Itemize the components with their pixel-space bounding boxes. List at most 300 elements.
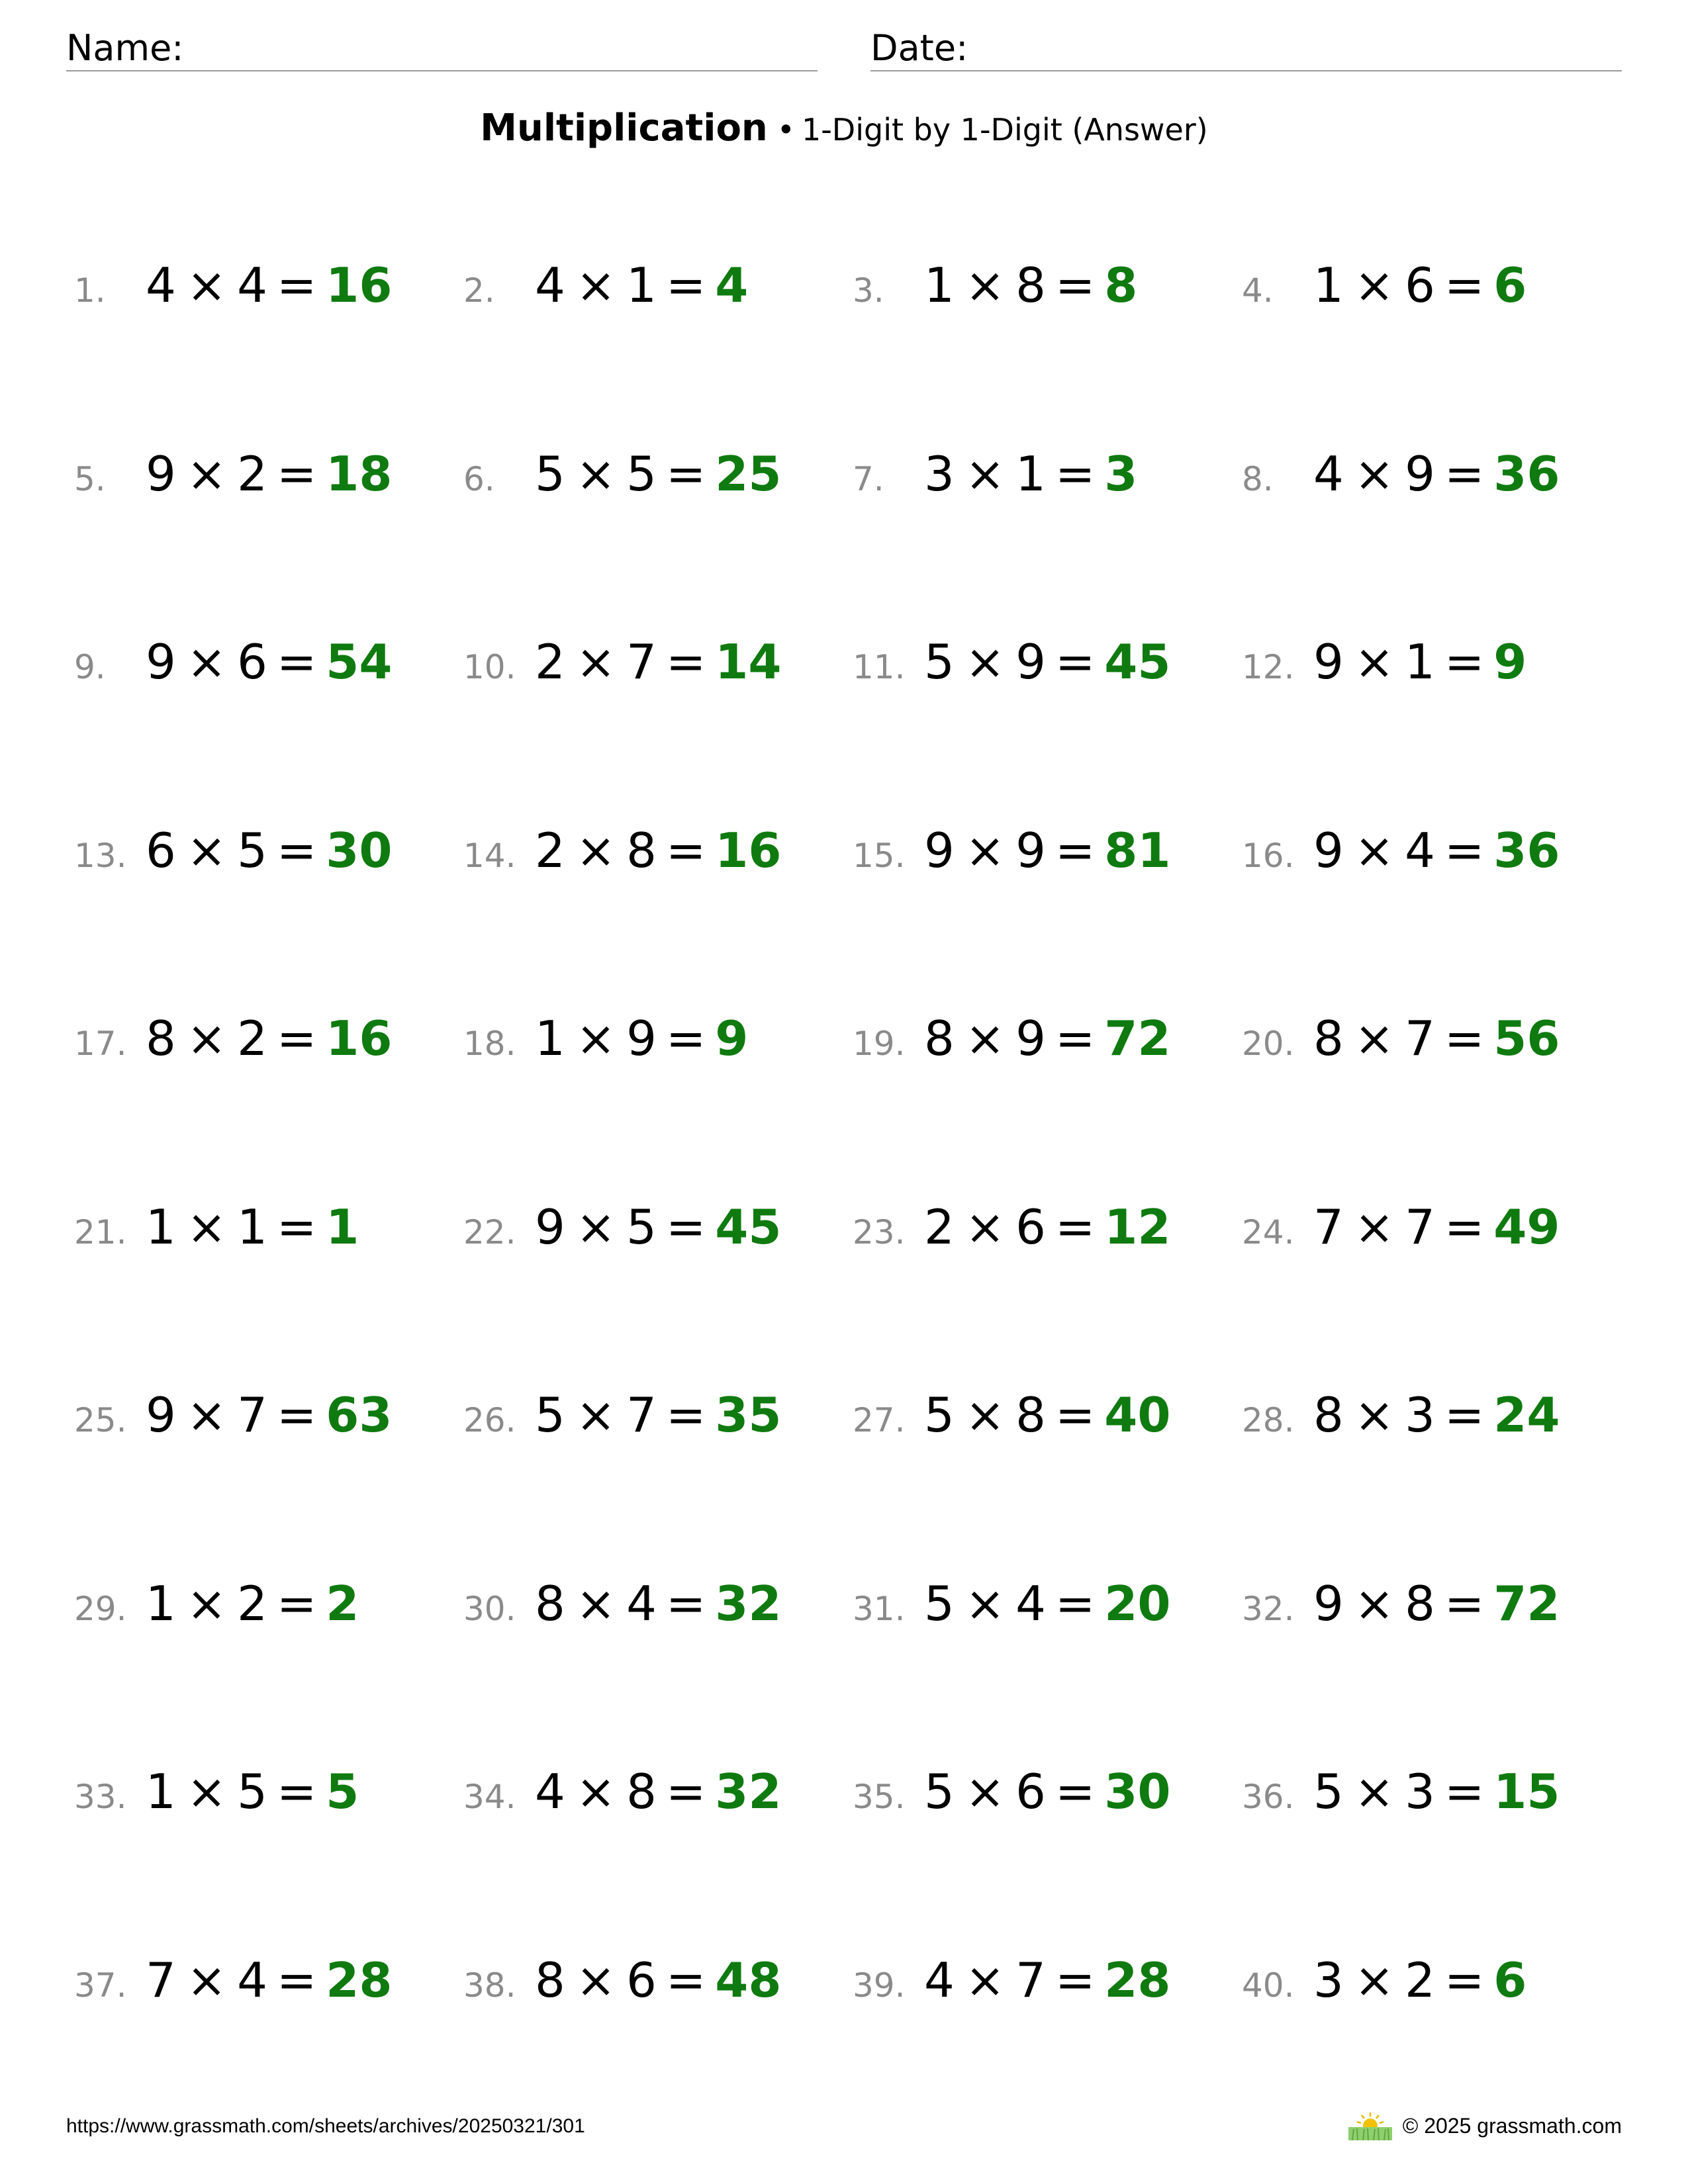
multiply-sign: × <box>964 445 1006 502</box>
problem-number: 28. <box>1242 1401 1295 1439</box>
multiply-sign: × <box>186 822 227 878</box>
multiply-sign: × <box>964 1575 1006 1631</box>
equals-sign: = <box>665 1387 706 1443</box>
factor-b: 4 <box>626 1575 657 1631</box>
problem-expression <box>924 1952 1171 2008</box>
multiply-sign: × <box>186 1952 227 2008</box>
date-label: Date: <box>870 27 968 69</box>
answer: 28 <box>326 1952 393 2008</box>
multiply-sign: × <box>575 257 616 313</box>
multiply-sign: × <box>575 1387 616 1443</box>
factor-a: 9 <box>1313 634 1344 690</box>
problem-number: 21. <box>74 1212 127 1251</box>
problem-item <box>1242 1738 1631 1927</box>
answer: 30 <box>1104 1764 1171 1819</box>
equals-sign: = <box>665 1011 706 1066</box>
answer: 45 <box>1104 634 1171 690</box>
problem-number: 10. <box>463 648 516 686</box>
problem-number: 33. <box>74 1778 127 1816</box>
problem-item <box>853 608 1242 797</box>
equals-sign: = <box>276 1575 317 1631</box>
problem-expression <box>1313 1575 1560 1631</box>
equals-sign: = <box>1444 1764 1485 1819</box>
equals-sign: = <box>665 822 706 878</box>
factor-a: 4 <box>146 257 176 313</box>
factor-a: 5 <box>535 445 565 502</box>
factor-b: 5 <box>237 1764 267 1819</box>
problem-expression <box>924 445 1138 502</box>
problem-number: 6. <box>463 459 495 498</box>
factor-b: 5 <box>237 822 267 878</box>
equals-sign: = <box>276 1764 317 1819</box>
factor-b: 6 <box>1015 1199 1046 1255</box>
factor-a: 8 <box>1313 1387 1344 1443</box>
answer: 28 <box>1104 1952 1171 2008</box>
problem-item <box>853 420 1242 609</box>
factor-b: 7 <box>626 1387 657 1443</box>
problem-number: 5. <box>74 459 106 498</box>
answer: 2 <box>326 1575 359 1631</box>
multiply-sign: × <box>575 1011 616 1066</box>
problem-item <box>74 608 463 797</box>
factor-b: 9 <box>1015 634 1046 690</box>
problem-number: 29. <box>74 1589 127 1628</box>
factor-a: 8 <box>1313 1011 1344 1066</box>
answer: 40 <box>1104 1387 1171 1443</box>
factor-b: 2 <box>237 1011 267 1066</box>
problem-expression <box>535 822 782 878</box>
equals-sign: = <box>1055 257 1096 313</box>
problem-expression <box>535 1952 782 2008</box>
equals-sign: = <box>1444 634 1485 690</box>
problem-expression <box>1313 445 1560 502</box>
answer: 81 <box>1104 822 1171 878</box>
problem-number: 19. <box>853 1024 906 1063</box>
factor-a: 9 <box>1313 1575 1344 1631</box>
factor-a: 9 <box>146 634 176 690</box>
factor-a: 1 <box>146 1764 176 1819</box>
problem-item <box>74 1550 463 1739</box>
factor-a: 8 <box>924 1011 955 1066</box>
factor-a: 8 <box>535 1575 565 1631</box>
problem-number: 39. <box>853 1966 906 2005</box>
multiply-sign: × <box>575 1199 616 1255</box>
factor-b: 8 <box>626 822 657 878</box>
problem-number: 13. <box>74 836 127 875</box>
answer: 63 <box>326 1387 393 1443</box>
problem-item <box>1242 1173 1631 1362</box>
problem-number: 20. <box>1242 1024 1295 1063</box>
problem-item <box>853 232 1242 420</box>
multiply-sign: × <box>1354 257 1395 313</box>
answer: 18 <box>326 445 393 502</box>
multiply-sign: × <box>1354 1387 1395 1443</box>
problem-item <box>463 420 853 609</box>
problem-expression <box>535 1387 782 1443</box>
equals-sign: = <box>276 1199 317 1255</box>
multiply-sign: × <box>575 445 616 502</box>
multiply-sign: × <box>964 1199 1006 1255</box>
factor-b: 8 <box>1015 1387 1046 1443</box>
problem-item <box>1242 985 1631 1173</box>
problem-item <box>853 1361 1242 1550</box>
multiply-sign: × <box>1354 634 1395 690</box>
answer: 35 <box>715 1387 782 1443</box>
answer: 3 <box>1104 445 1138 502</box>
problem-number: 36. <box>1242 1778 1295 1816</box>
problem-item <box>1242 420 1631 609</box>
equals-sign: = <box>665 634 706 690</box>
problem-number: 35. <box>853 1778 906 1816</box>
factor-a: 9 <box>924 822 955 878</box>
problem-expression <box>535 1011 749 1066</box>
answer: 12 <box>1104 1199 1171 1255</box>
multiply-sign: × <box>575 822 616 878</box>
answer: 36 <box>1493 445 1560 502</box>
factor-b: 6 <box>626 1952 657 2008</box>
problem-number: 1. <box>74 271 106 310</box>
problem-item <box>853 1927 1242 2115</box>
problem-number: 2. <box>463 271 495 310</box>
problem-number: 15. <box>853 836 906 875</box>
multiply-sign: × <box>575 1952 616 2008</box>
problem-item <box>1242 232 1631 420</box>
factor-a: 8 <box>535 1952 565 2008</box>
multiply-sign: × <box>575 634 616 690</box>
equals-sign: = <box>665 257 706 313</box>
factor-a: 9 <box>1313 822 1344 878</box>
answer: 1 <box>326 1199 359 1255</box>
problem-item <box>1242 608 1631 797</box>
factor-b: 4 <box>237 1952 267 2008</box>
answer: 49 <box>1493 1199 1560 1255</box>
problem-expression <box>1313 634 1527 690</box>
equals-sign: = <box>1055 1387 1096 1443</box>
factor-a: 2 <box>535 822 565 878</box>
equals-sign: = <box>1055 1952 1096 2008</box>
problem-item <box>463 1550 853 1739</box>
problem-expression <box>924 1387 1171 1443</box>
problem-number: 38. <box>463 1966 516 2005</box>
answer: 48 <box>715 1952 782 2008</box>
factor-a: 5 <box>924 1387 955 1443</box>
equals-sign: = <box>1444 1575 1485 1631</box>
answer: 36 <box>1493 822 1560 878</box>
answer: 9 <box>715 1011 749 1066</box>
factor-a: 2 <box>924 1199 955 1255</box>
answer: 56 <box>1493 1011 1560 1066</box>
problem-expression <box>535 1764 782 1819</box>
multiply-sign: × <box>1354 822 1395 878</box>
problem-number: 9. <box>74 648 106 686</box>
problem-item <box>463 985 853 1173</box>
problem-item <box>1242 797 1631 985</box>
equals-sign: = <box>1055 1199 1096 1255</box>
factor-b: 6 <box>237 634 267 690</box>
problem-item <box>463 1361 853 1550</box>
equals-sign: = <box>1444 1952 1485 2008</box>
answer: 16 <box>326 1011 393 1066</box>
multiply-sign: × <box>1354 1011 1395 1066</box>
multiply-sign: × <box>1354 1764 1395 1819</box>
factor-b: 1 <box>1015 445 1046 502</box>
name-label: Name: <box>66 27 184 69</box>
worksheet-header <box>66 20 1622 70</box>
problem-expression <box>1313 1764 1560 1819</box>
problem-expression <box>146 1199 359 1255</box>
equals-sign: = <box>665 1952 706 2008</box>
equals-sign: = <box>1055 822 1096 878</box>
problem-expression <box>1313 257 1527 313</box>
problem-item <box>853 1550 1242 1739</box>
worksheet-title <box>0 106 1688 150</box>
equals-sign: = <box>276 1011 317 1066</box>
name-field[interactable] <box>66 20 818 71</box>
problem-item <box>74 1738 463 1927</box>
answer: 54 <box>326 634 393 690</box>
problem-expression <box>924 634 1171 690</box>
multiply-sign: × <box>1354 1199 1395 1255</box>
factor-b: 9 <box>1015 822 1046 878</box>
problem-number: 11. <box>853 648 906 686</box>
problem-expression <box>146 822 393 878</box>
problem-number: 27. <box>853 1401 906 1439</box>
answer: 72 <box>1104 1011 1171 1066</box>
problem-number: 31. <box>853 1589 906 1628</box>
date-field[interactable] <box>870 20 1622 71</box>
factor-b: 9 <box>626 1011 657 1066</box>
problem-expression <box>924 1764 1171 1819</box>
problem-item <box>74 232 463 420</box>
problem-item <box>463 608 853 797</box>
factor-a: 4 <box>1313 445 1344 502</box>
equals-sign: = <box>276 1952 317 2008</box>
problem-expression <box>924 257 1138 313</box>
problem-item <box>853 985 1242 1173</box>
problem-number: 32. <box>1242 1589 1295 1628</box>
factor-b: 6 <box>1405 257 1435 313</box>
problem-item <box>74 1173 463 1362</box>
equals-sign: = <box>1444 1387 1485 1443</box>
factor-b: 8 <box>1015 257 1046 313</box>
equals-sign: = <box>1444 1199 1485 1255</box>
problem-number: 23. <box>853 1212 906 1251</box>
multiply-sign: × <box>1354 445 1395 502</box>
problem-number: 26. <box>463 1401 516 1439</box>
problem-item <box>853 1173 1242 1362</box>
equals-sign: = <box>1444 822 1485 878</box>
problem-expression <box>924 822 1171 878</box>
factor-a: 8 <box>146 1011 176 1066</box>
answer: 16 <box>715 822 782 878</box>
factor-b: 9 <box>1015 1011 1046 1066</box>
factor-b: 3 <box>1405 1387 1435 1443</box>
problem-number: 24. <box>1242 1212 1295 1251</box>
answer: 4 <box>715 257 749 313</box>
answer: 8 <box>1104 257 1138 313</box>
equals-sign: = <box>276 1387 317 1443</box>
problem-number: 30. <box>463 1589 516 1628</box>
equals-sign: = <box>276 257 317 313</box>
factor-b: 5 <box>626 445 657 502</box>
problem-expression <box>146 1764 359 1819</box>
problem-expression <box>924 1575 1171 1631</box>
problem-expression <box>146 1387 393 1443</box>
answer: 30 <box>326 822 393 878</box>
factor-b: 1 <box>626 257 657 313</box>
answer: 20 <box>1104 1575 1171 1631</box>
answer: 6 <box>1493 257 1527 313</box>
equals-sign: = <box>276 822 317 878</box>
multiply-sign: × <box>575 1764 616 1819</box>
equals-sign: = <box>276 445 317 502</box>
problem-expression <box>146 1952 393 2008</box>
problem-item <box>853 1738 1242 1927</box>
multiply-sign: × <box>186 634 227 690</box>
factor-b: 3 <box>1405 1764 1435 1819</box>
factor-b: 2 <box>237 445 267 502</box>
problem-expression <box>146 634 393 690</box>
answer: 14 <box>715 634 782 690</box>
problem-number: 25. <box>74 1401 127 1439</box>
problem-item <box>74 420 463 609</box>
problem-number: 12. <box>1242 648 1295 686</box>
problem-number: 22. <box>463 1212 516 1251</box>
factor-b: 6 <box>1015 1764 1046 1819</box>
problem-item <box>74 1361 463 1550</box>
problem-expression <box>924 1011 1171 1066</box>
factor-a: 4 <box>924 1952 955 2008</box>
answer: 25 <box>715 445 782 502</box>
equals-sign: = <box>1055 445 1096 502</box>
problem-expression <box>1313 822 1560 878</box>
problem-item <box>463 797 853 985</box>
factor-b: 8 <box>626 1764 657 1819</box>
multiply-sign: × <box>1354 1952 1395 2008</box>
problem-item <box>463 232 853 420</box>
problem-expression <box>924 1199 1171 1255</box>
factor-a: 1 <box>146 1199 176 1255</box>
footer-brand <box>1347 2111 1622 2140</box>
factor-a: 1 <box>1313 257 1344 313</box>
multiply-sign: × <box>964 257 1006 313</box>
problem-number: 8. <box>1242 459 1274 498</box>
answer: 5 <box>326 1764 359 1819</box>
multiply-sign: × <box>186 1199 227 1255</box>
equals-sign: = <box>1055 1575 1096 1631</box>
factor-a: 5 <box>535 1387 565 1443</box>
factor-b: 2 <box>1405 1952 1435 2008</box>
factor-b: 4 <box>1015 1575 1046 1631</box>
problem-number: 16. <box>1242 836 1295 875</box>
factor-b: 4 <box>1405 822 1435 878</box>
factor-a: 1 <box>146 1575 176 1631</box>
equals-sign: = <box>665 1764 706 1819</box>
factor-b: 4 <box>237 257 267 313</box>
problem-expression <box>146 257 393 313</box>
footer-copyright: © 2025 grassmath.com <box>1402 2113 1622 2138</box>
factor-a: 4 <box>535 1764 565 1819</box>
factor-b: 9 <box>1405 445 1435 502</box>
problem-number: 3. <box>853 271 884 310</box>
factor-a: 5 <box>924 634 955 690</box>
problem-expression <box>1313 1011 1560 1066</box>
factor-a: 5 <box>924 1764 955 1819</box>
answer: 24 <box>1493 1387 1560 1443</box>
answer: 16 <box>326 257 393 313</box>
answer: 32 <box>715 1575 782 1631</box>
problem-item <box>1242 1927 1631 2115</box>
factor-b: 7 <box>1405 1199 1435 1255</box>
problem-number: 40. <box>1242 1966 1295 2005</box>
multiply-sign: × <box>1354 1575 1395 1631</box>
problem-grid <box>74 232 1630 2111</box>
answer: 72 <box>1493 1575 1560 1631</box>
multiply-sign: × <box>964 634 1006 690</box>
factor-a: 1 <box>535 1011 565 1066</box>
factor-a: 3 <box>924 445 955 502</box>
problem-expression <box>1313 1199 1560 1255</box>
factor-a: 9 <box>146 445 176 502</box>
factor-a: 6 <box>146 822 176 878</box>
equals-sign: = <box>1055 1764 1096 1819</box>
problem-number: 7. <box>853 459 884 498</box>
problem-expression <box>146 1011 393 1066</box>
footer-url[interactable]: https://www.grassmath.com/sheets/archives/20250321/301 <box>66 2115 585 2137</box>
factor-a: 3 <box>1313 1952 1344 2008</box>
multiply-sign: × <box>964 1011 1006 1066</box>
multiply-sign: × <box>575 1575 616 1631</box>
problem-expression <box>1313 1952 1527 2008</box>
answer: 9 <box>1493 634 1527 690</box>
problem-item <box>74 1927 463 2115</box>
multiply-sign: × <box>186 257 227 313</box>
title-main: Multiplication <box>480 107 768 150</box>
problem-number: 34. <box>463 1778 516 1816</box>
problem-item <box>463 1173 853 1362</box>
answer: 15 <box>1493 1764 1560 1819</box>
problem-item <box>1242 1550 1631 1739</box>
problem-expression <box>535 1575 782 1631</box>
title-separator: • <box>776 112 795 148</box>
problem-expression <box>146 445 393 502</box>
problem-number: 14. <box>463 836 516 875</box>
factor-a: 2 <box>535 634 565 690</box>
factor-a: 4 <box>535 257 565 313</box>
multiply-sign: × <box>186 445 227 502</box>
problem-item <box>463 1927 853 2115</box>
equals-sign: = <box>665 1199 706 1255</box>
problem-expression <box>535 445 782 502</box>
problem-number: 37. <box>74 1966 127 2005</box>
factor-b: 1 <box>237 1199 267 1255</box>
multiply-sign: × <box>964 1952 1006 2008</box>
equals-sign: = <box>1444 1011 1485 1066</box>
equals-sign: = <box>1444 257 1485 313</box>
grass-sun-logo-icon <box>1347 2111 1393 2140</box>
equals-sign: = <box>1055 1011 1096 1066</box>
problem-number: 17. <box>74 1024 127 1063</box>
factor-a: 7 <box>146 1952 176 2008</box>
answer: 45 <box>715 1199 782 1255</box>
title-subtitle: 1-Digit by 1-Digit (Answer) <box>801 112 1208 148</box>
multiply-sign: × <box>186 1764 227 1819</box>
multiply-sign: × <box>186 1575 227 1631</box>
problem-item <box>74 797 463 985</box>
problem-expression <box>1313 1387 1560 1443</box>
problem-expression <box>535 257 749 313</box>
multiply-sign: × <box>964 1764 1006 1819</box>
